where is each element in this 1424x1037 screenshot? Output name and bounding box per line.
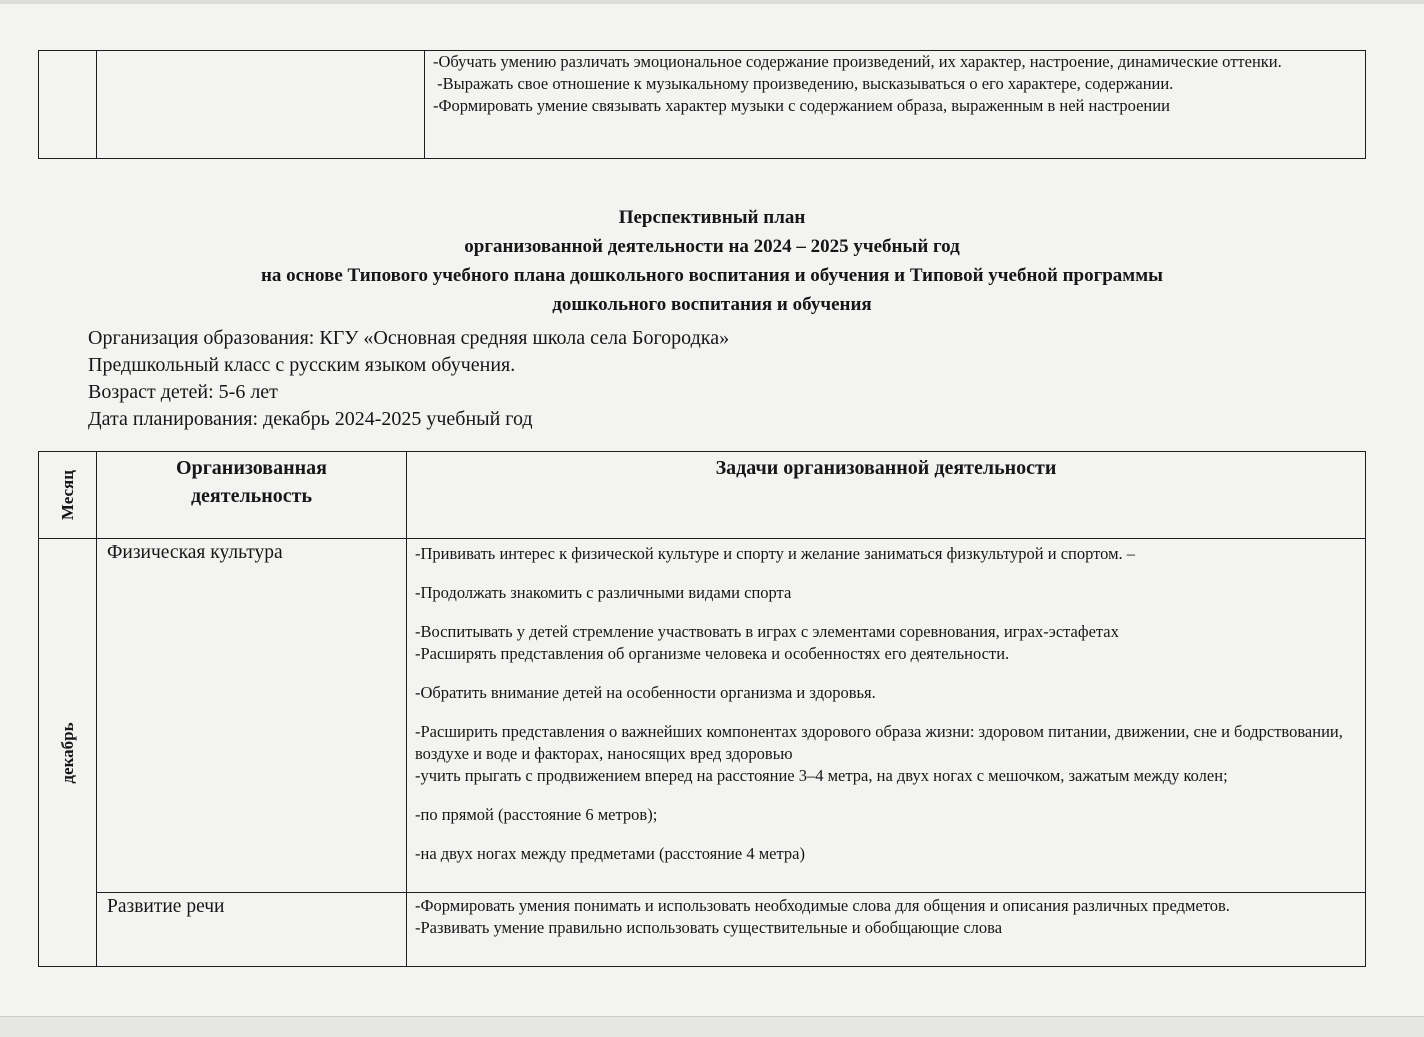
task-text: -Выражать свое отношение к музыкальному произведению, высказываться о его характере, содержании. <box>433 74 1174 93</box>
activity-name: Развитие речи <box>97 893 407 967</box>
class-line: Предшкольный класс с русским языком обучения. <box>88 354 516 376</box>
date-line: Дата планирования: декабрь 2024-2025 учебный год <box>88 408 533 430</box>
page-bottom-edge <box>0 1016 1424 1037</box>
activity-name: Физическая культура <box>97 539 407 893</box>
plan-info <box>88 325 729 433</box>
activity-header-cell <box>97 452 407 539</box>
task-text: -по прямой (расстояние 6 метров); <box>415 805 658 824</box>
task-text: -Формировать умения понимать и использовать необходимые слова для общения и описания различных предметов. <box>415 896 1230 915</box>
task-cell <box>407 893 1366 967</box>
heading-line: организованной деятельности на 2024 – 2025 учебный год <box>464 236 960 257</box>
task-text: -Продолжать знакомить с различными видами спорта <box>415 583 792 602</box>
task-cell <box>407 539 1366 893</box>
task-text: -Воспитывать у детей стремление участвовать в играх с элементами соревнования, играх-эстафетах <box>415 622 1119 641</box>
task-cell <box>425 51 1366 159</box>
heading-line: на основе Типового учебного плана дошкольного воспитания и обучения и Типовой учебной программы <box>260 265 1164 286</box>
task-text: -Развивать умение правильно использовать существительные и обобщающие слова <box>415 918 1003 937</box>
heading-line: Перспективный план <box>618 207 806 228</box>
month-header: Месяц <box>57 469 77 521</box>
task-text: -Обучать умению различать эмоциональное содержание произведений, их характер, настроение, динамические оттенки. <box>433 52 1282 71</box>
table-row <box>39 539 1366 893</box>
task-text: -Прививать интерес к физической культуре и спорту и желание заниматься физкультурой и спортом. – <box>415 544 1136 563</box>
table-header-row <box>39 452 1366 539</box>
empty-cell <box>97 51 425 159</box>
organization-line: Организация образования: КГУ «Основная средняя школа села Богородка» <box>88 327 730 349</box>
task-text: -Расширить представления о важнейших компонентах здорового образа жизни: здоровом питании, движении, сне и бодрствовании, воздухе и воде и факторах, наносящих вред здоровью <box>415 722 1343 763</box>
task-text: -Формировать умение связывать характер музыки с содержанием образа, выраженным в ней настроении <box>433 96 1170 115</box>
plan-table <box>38 451 1366 967</box>
task-text: -учить прыгать с продвижением вперед на расстояние 3–4 метра, на двух ногах с мешочком, зажатым между колен; <box>415 766 1228 785</box>
tasks-header: Задачи организованной деятельности <box>407 452 1366 539</box>
task-text: -Расширять представления об организме человека и особенностях его деятельности. <box>415 644 1010 663</box>
month-label: декабрь <box>57 721 77 784</box>
activity-header-line: Организованная <box>176 457 327 479</box>
empty-cell <box>39 51 97 159</box>
heading-line: дошкольного воспитания и обучения <box>552 294 872 315</box>
month-cell <box>39 539 97 967</box>
activity-header-line: деятельность <box>190 485 313 507</box>
month-header-cell <box>39 452 97 539</box>
table-row <box>39 51 1366 159</box>
age-line: Возраст детей: 5-6 лет <box>88 381 278 403</box>
document-heading <box>0 203 1424 319</box>
continuation-table <box>38 50 1366 159</box>
task-text: -на двух ногах между предметами (расстояние 4 метра) <box>415 844 805 863</box>
page-top-edge <box>0 0 1424 4</box>
task-text: -Обратить внимание детей на особенности организма и здоровья. <box>415 683 876 702</box>
table-row <box>39 893 1366 967</box>
